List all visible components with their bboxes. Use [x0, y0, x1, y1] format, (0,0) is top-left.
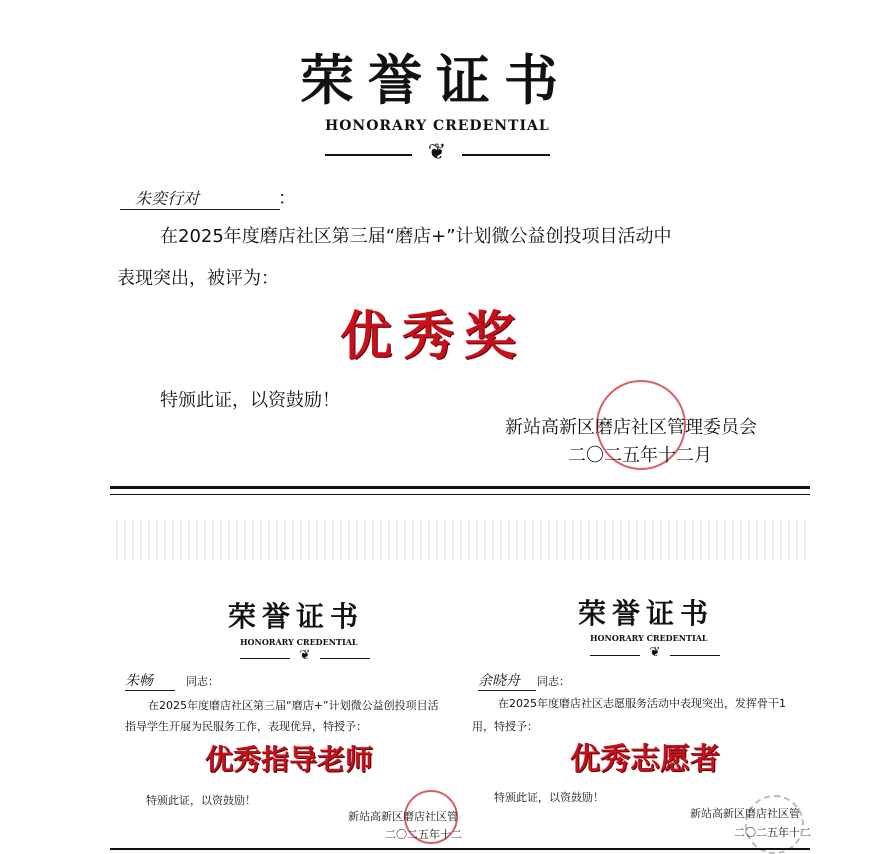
recipient-name: 朱奕行对 — [120, 186, 280, 210]
border-line — [110, 486, 810, 489]
award-title: 优秀奖 — [340, 306, 527, 367]
ornament-icon: ❦ — [412, 140, 462, 165]
body-line-1: 在2025年度磨店社区第三届“磨店+”计划微公益创投项目活动中 — [160, 226, 672, 247]
issuer: 新站高新区磨店社区管 — [690, 807, 800, 820]
closing-text: 特颁此证，以资鼓励！ — [146, 794, 256, 807]
award-title: 优秀志愿者 — [570, 742, 720, 777]
award-title: 优秀指导老师 — [205, 743, 374, 776]
certificate-title: 荣誉证书 — [228, 600, 365, 633]
body-line-2: 指导学生开展为民服务工作，表现优异，特授予： — [125, 720, 367, 733]
closing-text: 特颁此证，以资鼓励！ — [494, 791, 604, 804]
border-line — [110, 494, 810, 495]
certificate-subtitle: HONORARY CREDENTIAL — [590, 633, 708, 643]
body-line-1: 在2025年度磨店社区志愿服务活动中表现突出，发挥骨干1 — [498, 697, 786, 710]
closing-text: 特颁此证，以资鼓励！ — [160, 390, 340, 411]
recipient-suffix: ： — [278, 188, 296, 209]
recipient-suffix: 同志： — [537, 675, 570, 688]
recipient-name: 朱畅 — [125, 670, 175, 691]
body-line-2: 用，特授予： — [472, 720, 538, 733]
certificate-subtitle: HONORARY CREDENTIAL — [240, 637, 358, 647]
certificate-title: 荣誉证书 — [578, 597, 715, 630]
scan-noise — [110, 520, 810, 560]
issuer: 新站高新区磨店社区管理委员会 — [505, 417, 757, 438]
recipient-name: 余晓舟 — [478, 670, 536, 691]
ornament-icon: ❦ — [290, 648, 320, 663]
issue-date: 二〇二五年十二 — [734, 826, 811, 839]
certificate-subtitle: HONORARY CREDENTIAL — [325, 118, 550, 134]
ornament-icon: ❦ — [640, 645, 670, 660]
body-line-2: 表现突出，被评为： — [117, 268, 279, 289]
certificate-title: 荣誉证书 — [300, 48, 572, 112]
recipient-suffix: 同志： — [186, 675, 219, 688]
issuer: 新站高新区磨店社区管 — [348, 810, 458, 823]
issue-date: 二〇二五年十二月 — [568, 445, 712, 466]
border-line — [110, 848, 810, 850]
body-line-1: 在2025年度磨店社区第三届“磨店+”计划微公益创投项目活 — [148, 699, 439, 712]
issue-date: 二〇二五年十二 — [385, 828, 462, 841]
